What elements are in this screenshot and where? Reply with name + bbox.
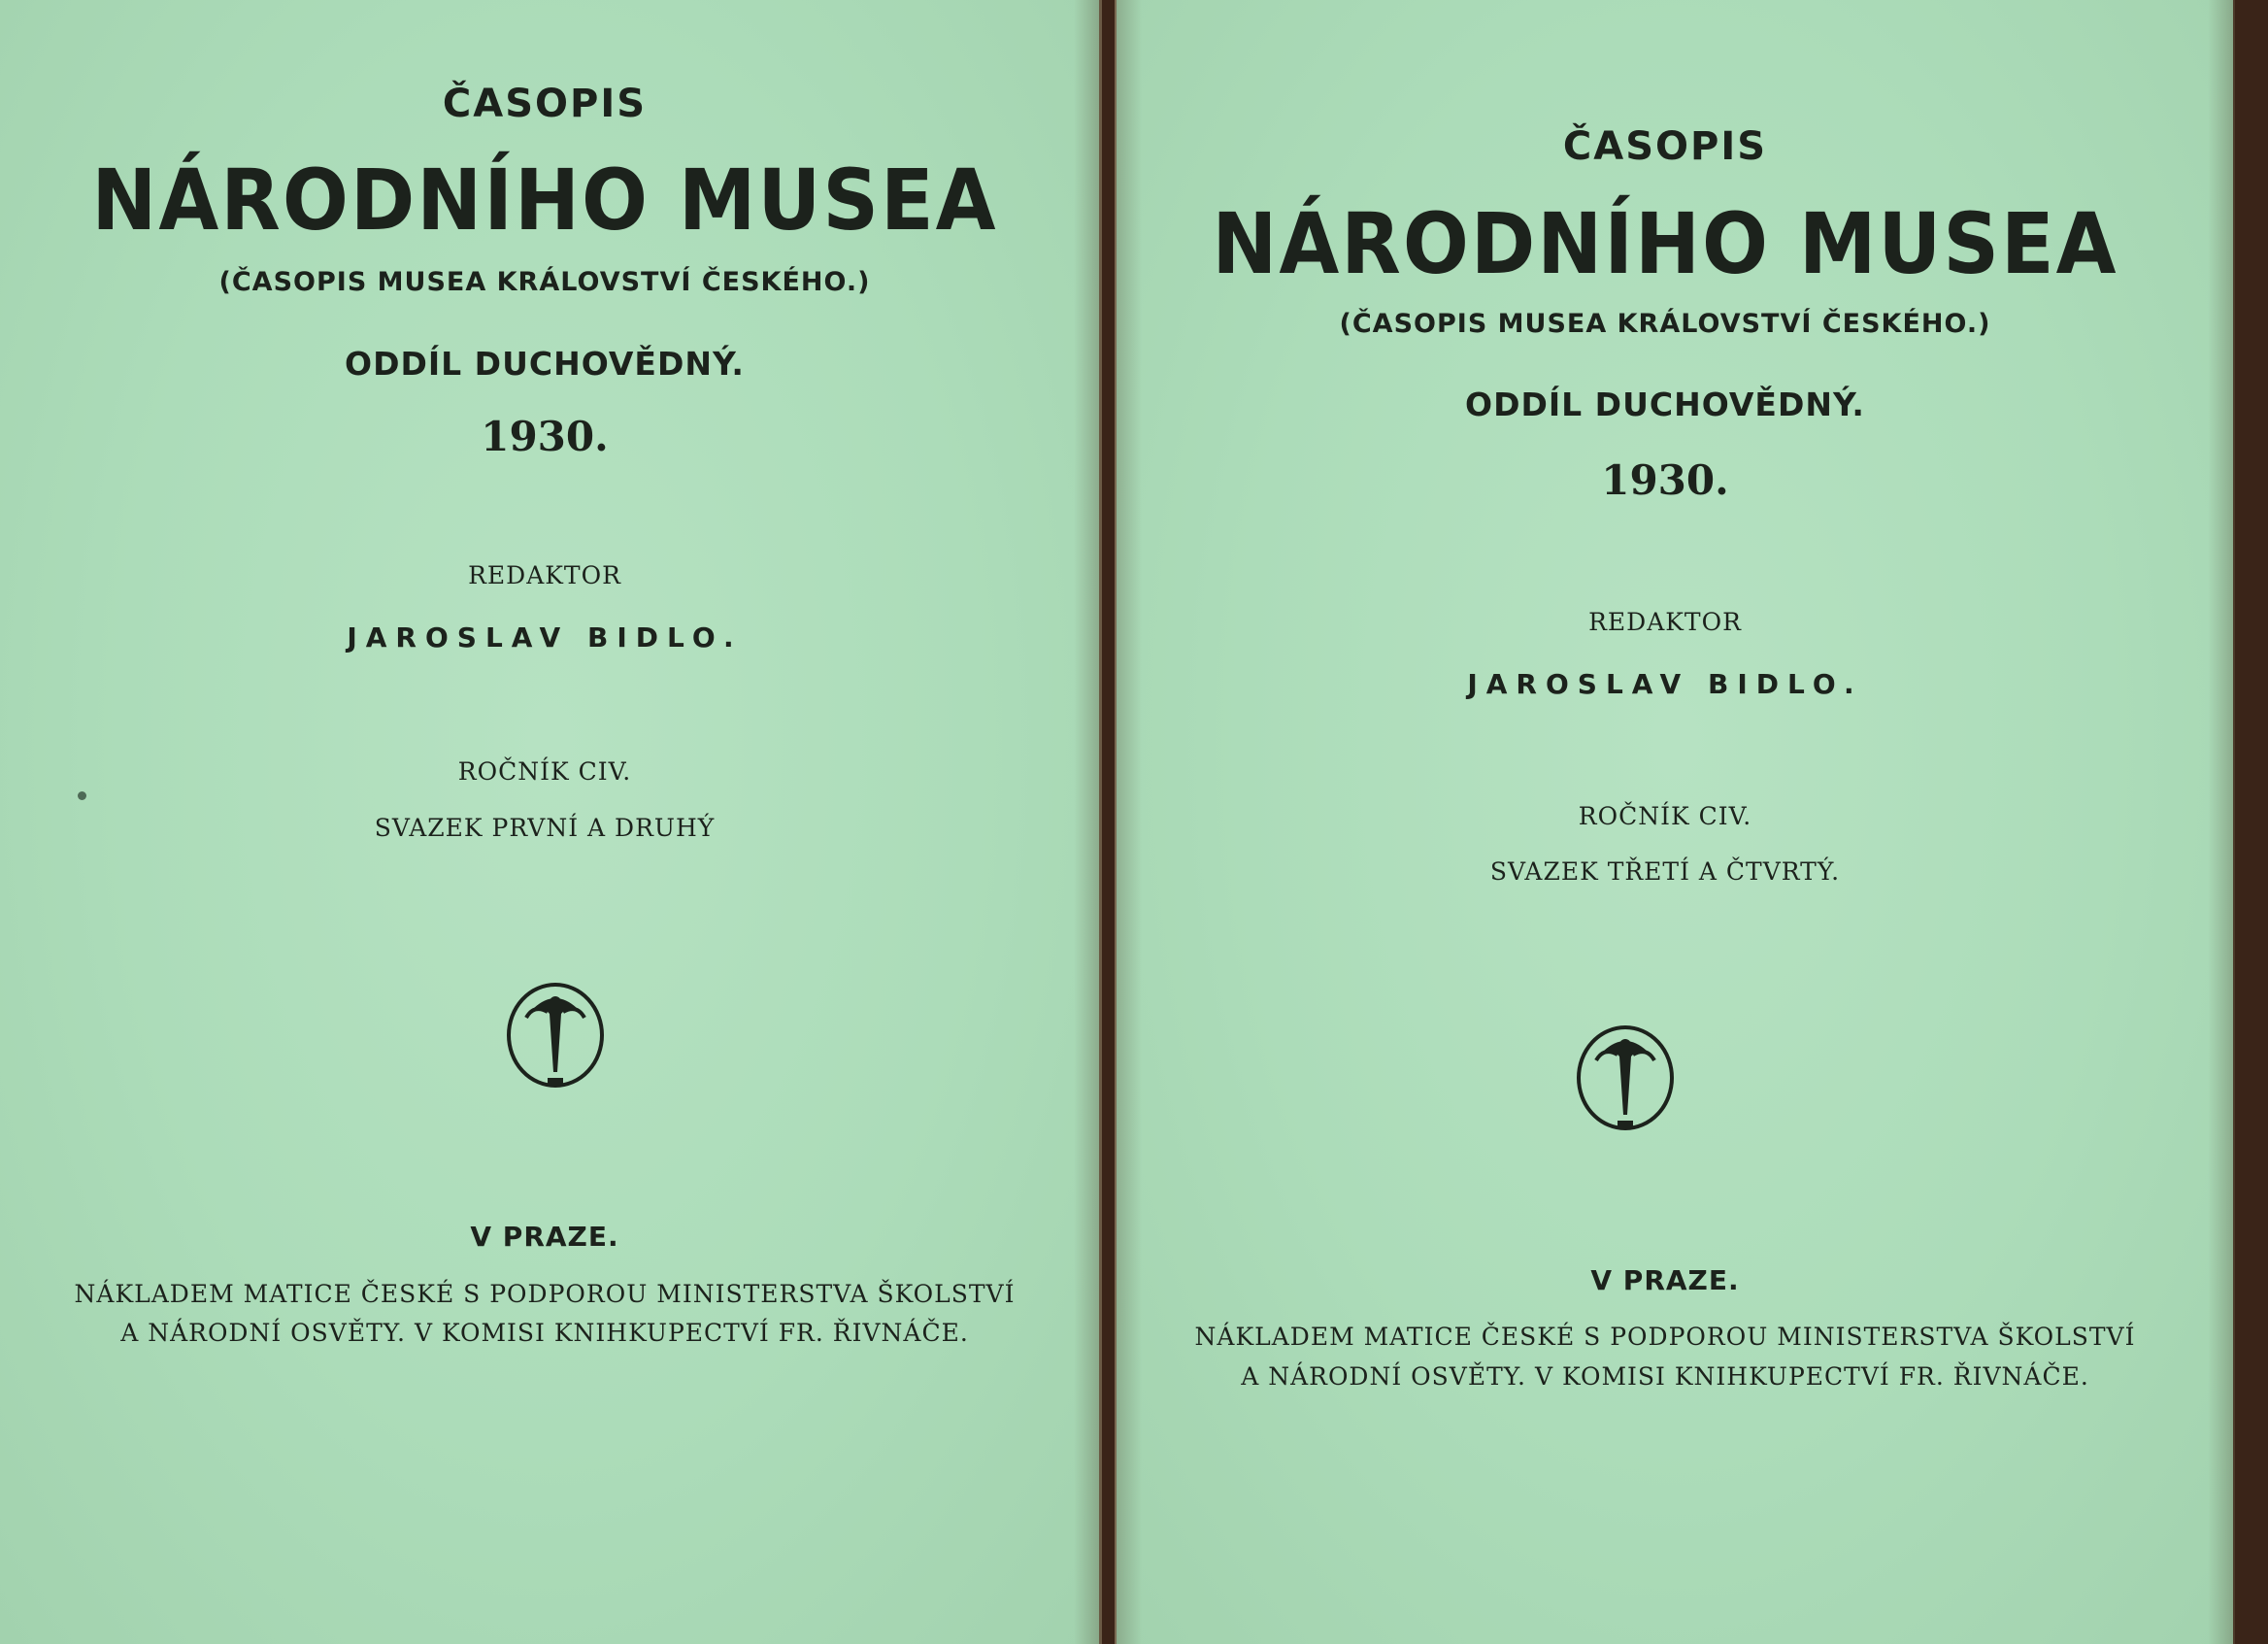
editor-name: JAROSLAV BIDLO. [347,621,743,654]
left-cover [0,0,1102,1644]
journal-kicker: ČASOPIS [442,82,648,126]
volume-number: ROČNÍK CIV. [457,757,632,786]
section-heading: ODDÍL DUCHOVĚDNÝ. [1465,386,1865,423]
paper-blemish [78,791,86,800]
publication-year: 1930. [1601,456,1729,504]
journal-subtitle: (ČASOPIS MUSEA KRÁLOVSTVÍ ČESKÉHO.) [218,267,871,297]
journal-title: NÁRODNÍHO MUSEA [1212,195,2118,293]
journal-kicker: ČASOPIS [1562,124,1768,169]
editor-label: REDAKTOR [1588,608,1742,636]
editor-name: JAROSLAV BIDLO. [1467,668,1863,700]
publisher-line-2: A NÁRODNÍ OSVĚTY. V KOMISI KNIHKUPECTVÍ FR. ŘIVNÁČE. [1241,1362,2089,1391]
issue-number: SVAZEK PRVNÍ A DRUHÝ [374,814,716,842]
journal-subtitle: (ČASOPIS MUSEA KRÁLOVSTVÍ ČESKÉHO.) [1339,309,1991,339]
place-of-publication: V PRAZE. [1590,1264,1740,1296]
publisher-line-1: NÁKLADEM MATICE ČESKÉ S PODPOROU MINISTERSTVA ŠKOLSTVÍ [74,1280,1016,1308]
publisher-emblem-icon [505,979,606,1090]
publisher-emblem-icon [1575,1022,1676,1132]
place-of-publication: V PRAZE. [470,1221,619,1253]
section-heading: ODDÍL DUCHOVĚDNÝ. [345,345,745,383]
issue-number: SVAZEK TŘETÍ A ČTVRTÝ. [1489,857,1841,886]
volume-number: ROČNÍK CIV. [1578,802,1752,830]
journal-title: NÁRODNÍHO MUSEA [91,151,998,250]
publisher-line-2: A NÁRODNÍ OSVĚTY. V KOMISI KNIHKUPECTVÍ FR. ŘIVNÁČE. [120,1319,969,1347]
right-cover [1115,0,2235,1644]
editor-label: REDAKTOR [468,561,621,589]
publication-year: 1930. [481,413,609,460]
publisher-line-1: NÁKLADEM MATICE ČESKÉ S PODPOROU MINISTERSTVA ŠKOLSTVÍ [1194,1323,2136,1351]
